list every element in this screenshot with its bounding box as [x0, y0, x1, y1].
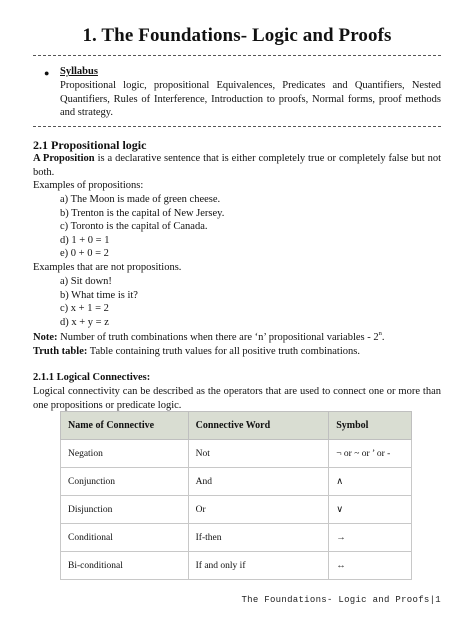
bullet-icon: ● — [44, 68, 50, 78]
examples-label: Examples of propositions: — [33, 180, 144, 191]
table-cell: ¬ or ~ or ’ or - — [329, 440, 412, 468]
syllabus-text: Propositional logic, propositional Equivalences, Predicates and Quantifiers, Nested Quantifiers, Rules of Interference, Introduction to proofs, Normal forms, proof methods and strategy. — [60, 80, 441, 118]
table-row — [61, 552, 412, 580]
list-item: b) Trenton is the capital of New Jersey. — [60, 207, 225, 219]
definition-term: A Proposition — [33, 153, 95, 164]
column-header: Connective Word — [188, 412, 329, 440]
note-text: Number of truth combinations when there are ‘n’ propositional variables - 2 — [57, 332, 379, 343]
table-cell: Negation — [61, 440, 189, 468]
truth-table-line — [33, 345, 441, 359]
syllabus-heading: Syllabus — [60, 66, 98, 77]
table-cell: ∨ — [329, 496, 412, 524]
truth-table-text: Table containing truth values for all positive truth combinations. — [87, 346, 360, 357]
list-item: e) 0 + 0 = 2 — [60, 248, 109, 260]
table-row — [61, 496, 412, 524]
table-cell: Or — [188, 496, 329, 524]
connectives-intro: Logical connectivity can be described as the operators that are used to connect one or more than one propositions or predicate logic. — [33, 386, 441, 411]
list-item: d) 1 + 0 = 1 — [60, 234, 110, 246]
table-row — [61, 468, 412, 496]
examples-list — [60, 193, 224, 261]
note-line — [33, 331, 441, 345]
table-row — [61, 524, 412, 552]
table-cell: If-then — [188, 524, 329, 552]
column-header: Name of Connective — [61, 412, 189, 440]
note-exponent: n — [378, 330, 382, 337]
table-cell: Not — [188, 440, 329, 468]
truth-table-label: Truth table: — [33, 346, 88, 357]
note-end: . — [381, 332, 385, 343]
table-cell: ∧ — [329, 468, 412, 496]
connectives-table — [60, 411, 412, 580]
note-label: Note: — [33, 332, 58, 343]
list-item: c) x + 1 = 2 — [60, 303, 109, 315]
table-cell: Conjunction — [61, 468, 189, 496]
table-cell: Bi-conditional — [61, 552, 189, 580]
table-cell: And — [188, 468, 329, 496]
non-examples-label: Examples that are not propositions. — [33, 262, 182, 273]
page-footer: The Foundations- Logic and Proofs|1 — [241, 595, 441, 605]
table-cell: ↔ — [329, 552, 412, 580]
list-item: d) x + y = z — [60, 316, 109, 328]
definition-text: is a declarative sentence that is either completely true or completely false but not both. — [33, 153, 441, 178]
column-header: Symbol — [329, 412, 412, 440]
table-cell: If and only if — [188, 552, 329, 580]
section-heading-2-1-1: 2.1.1 Logical Connectives: — [33, 372, 151, 383]
divider-top — [33, 55, 441, 56]
proposition-definition — [33, 152, 441, 179]
divider-bottom — [33, 126, 441, 127]
table-row — [61, 440, 412, 468]
page-title: 1. The Foundations- Logic and Proofs — [82, 25, 392, 46]
table-cell: → — [329, 524, 412, 552]
list-item: c) Toronto is the capital of Canada. — [60, 221, 208, 233]
table-cell: Conditional — [61, 524, 189, 552]
table-cell: Disjunction — [61, 496, 189, 524]
list-item: b) What time is it? — [60, 289, 138, 301]
table-header-row — [61, 412, 412, 440]
list-item: a) The Moon is made of green cheese. — [60, 194, 221, 205]
list-item: a) Sit down! — [60, 276, 112, 287]
non-examples-list — [60, 275, 138, 329]
section-heading-2-1: 2.1 Propositional logic — [33, 138, 147, 152]
